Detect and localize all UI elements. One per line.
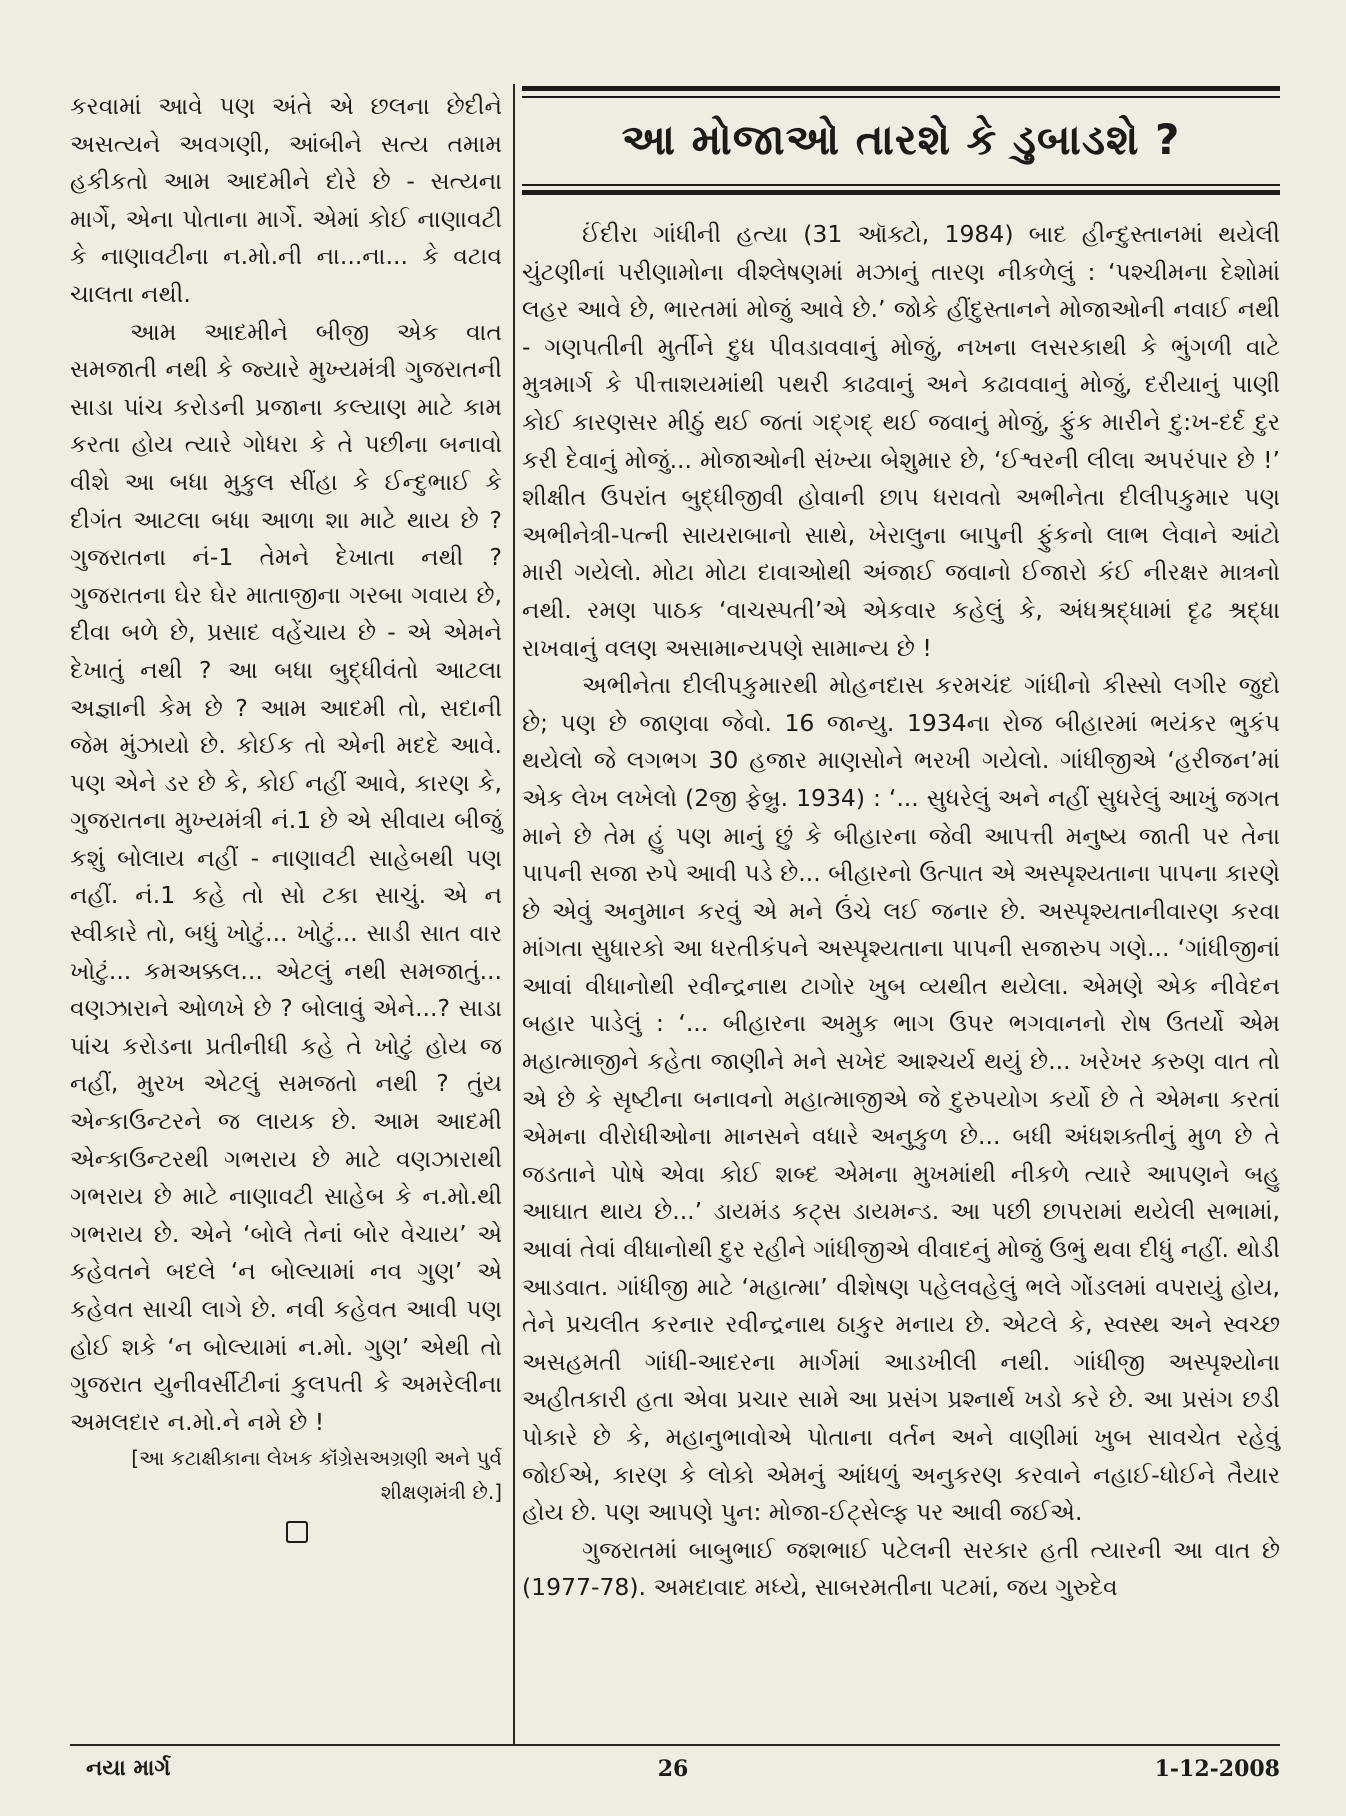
left-column	[70, 88, 502, 1708]
right-column	[522, 86, 1280, 1607]
title-rule-bottom-thin	[522, 184, 1280, 186]
publication-name: નયા માર્ગ	[86, 1756, 171, 1781]
right-paragraph-3: ગુજરાતમાં બાબુભાઈ જશભાઈ પટેલની સરકાર હતી ત્યારની આ વાત છે (1977-78). અમદાવાદ મધ્યે, સાબરમતીના પટમાં, જય ગુરુદેવ	[522, 1535, 1280, 1602]
title-rule-top-thick	[522, 86, 1280, 91]
right-paragraph-1: ઈંદીરા ગાંધીની હત્યા (31 ઑક્ટો, 1984) બાદ હીન્દુસ્તાનમાં થયેલી ચુંટણીનાં પરીણામોના વીશ્લેષણમાં મઝાનું તારણ નીકળેલું : ‘પશ્ચીમના દેશોમાં લહર આવે છે, ભારતમાં મોજું આવે છે.’ જોકે હીંદુસ્તાનને મોજાઓની નવાઈ નથી - ગણપતીની મુર્તીને દુધ પીવડાવવાનું મોજું, નખના લસરકાથી કે ભુંગળી વાટે મુત્રમાર્ગ કે પીત્તાશયમાંથી પથરી કાઢવાનું અને કઢાવવાનું મોજું, દરીયાનું પાણી કોઈ કારણસર મીઠું થઈ જતાં ગદ્‌ગદ્ થઈ જવાનું મોજું, ફુંક મારીને દુ:ખ-દર્દ દુર કરી દેવાનું મોજું... મોજાઓની સંખ્યા બેશુમાર છે, ‘ઈશ્વરની લીલા અપરંપાર છે !’ શીક્ષીત ઉપરાંત બુદ્ધીજીવી હોવાની છાપ ધરાવતો અભીનેતા દીલીપકુમાર પણ અભીનેત્રી-પત્ની સાયરાબાનો સાથે, ખેરાલુના બાપુની ફુંકનો લાભ લેવાને આંટો મારી ગયેલો. મોટા મોટા દાવાઓથી અંજાઈ જવાનો ઈજારો કંઈ નીરક્ષર માત્રનો નથી. રમણ પાઠક ‘વાચસ્પતી’એ એકવાર કહેલું કે, અંધશ્રદ્ધામાં દૃઢ શ્રદ્ધા રાખવાનું વલણ અસામાન્યપણે સામાન્ય છે !	[522, 220, 1280, 662]
title-rule-bottom-thick	[522, 190, 1280, 195]
title-rule-top-thin	[522, 96, 1280, 98]
end-of-article-square-icon	[286, 1521, 308, 1543]
title-box	[522, 86, 1280, 198]
left-paragraph-2: આમ આદમીને બીજી એક વાત સમજાતી નથી કે જ્યારે મુખ્યમંત્રી ગુજરાતની સાડા પાંચ કરોડની પ્રજાના કલ્યાણ માટે કામ કરતા હોય ત્યારે ગોધરા કે તે પછીના બનાવો વીશે આ બધા મુકુલ સીંહા કે ઈન્દુભાઈ કે દીગંત આટલા બધા આળા શા માટે થાય છે ? ગુજરાતના નં-1 તેમને દેખાતા નથી ? ગુજરાતના ઘેર ઘેર માતાજીના ગરબા ગવાય છે, દીવા બળે છે, પ્રસાદ વહેંચાય છે - એ એમને દેખાતું નથી ? આ બધા બુદ્ધીવંતો આટલા અજ્ઞાની કેમ છે ? આમ આદમી તો, સદાની જેમ મુંઝાયો છે. કોઈક તો એની મદદે આવે. પણ એને ડર છે કે, કોઈ નહીં આવે, કારણ કે, ગુજરાતના મુખ્યમંત્રી નં.1 છે એ સીવાય બીજું કશું બોલાય નહીં - નાણાવટી સાહેબથી પણ નહીં. નં.1 કહે તો સો ટકા સાચું. એ ન સ્વીકારે તો, બધું ખોટું... ખોટું... સાડી સાત વાર ખોટું... કમઅક્કલ... એટલું નથી સમજાતું... વણઝારાને ઓળખે છે ? બોલાવું એને...? સાડા પાંચ કરોડના પ્રતીનીધી કહે તે ખોટું હોય જ નહીં, મુરખ એટલું સમજતો નથી ? તુંય એન્કાઉન્ટરને જ લાયક છે. આમ આદમી એન્કાઉન્ટરથી ગભરાય છે માટે વણઝારાથી ગભરાય છે માટે નાણાવટી સાહેબ કે ન.મો.થી ગભરાય છે. એને ‘બોલે તેનાં બોર વેચાય’ એ કહેવતને બદલે ‘ન બોલ્યામાં નવ ગુણ’ એ કહેવત સાચી લાગે છે. નવી કહેવત આવી પણ હોઈ શકે ‘ન બોલ્યામાં ન.મો. ગુણ’ એથી તો ગુજરાત યુનીવર્સીટીનાં કુલપતી કે અમરેલીના અમલદાર ન.મો.ને નમે છે !	[70, 317, 502, 1436]
left-paragraph-1: કરવામાં આવે પણ અંતે એ છલના છેદીને અસત્યને અવગણી, આંબીને સત્ય તમામ હકીકતો આમ આદમીને દોરે છે - સત્યના માર્ગે, એના પોતાના માર્ગે. એમાં કોઈ નાણાવટી કે નાણાવટીના ન.મો.ની ના...ના... કે વટાવ ચાલતા નથી.	[70, 92, 502, 308]
column-divider	[513, 84, 515, 1744]
right-body	[522, 216, 1280, 1607]
right-paragraph-2: અભીનેતા દીલીપકુમારથી મોહનદાસ કરમચંદ ગાંધીનો કીસ્સો લગીર જુદો છે; પણ છે જાણવા જેવો. 16 જાન્યુ. 1934ના રોજ બીહારમાં ભયંકર ભુકંપ થયેલો જે લગભગ 30 હજાર માણસોને ભરખી ગયેલો. ગાંધીજીએ ‘હરીજન’માં એક લેખ લખેલો (2જી ફેબ્રુ. 1934) : ‘... સુધરેલું અને નહીં સુધરેલું આખું જગત માને છે તેમ હું પણ માનું છું કે બીહારના જેવી આપત્તી મનુષ્ય જાતી પર તેના પાપની સજા રુપે આવી પડે છે... બીહારનો ઉત્પાત એ અસ્પૃશ્યતાના પાપના કારણે છે એવું અનુમાન કરવું એ મને ઉંચે લઈ જનાર છે. અસ્પૃશ્યતાનીવારણ કરવા માંગતા સુધારકો આ ધરતીકંપને અસ્પૃશ્યતાના પાપની સજારુપ ગણે... ‘ગાંધીજીનાં આવાં વીધાનોથી રવીન્દ્રનાથ ટાગોર ખુબ વ્યથીત થયેલા. એમણે એક નીવેદન બહાર પાડેલું : ‘... બીહારના અમુક ભાગ ઉપર ભગવાનનો રોષ ઉતર્યો એમ મહાત્માજીને કહેતા જાણીને મને સખેદ આશ્ચર્ય થયું છે... ખરેખર કરુણ વાત તો એ છે કે સૃષ્ટીના બનાવનો મહાત્માજીએ જે દુરુપયોગ કર્યો છે તે એમના કરતાં એમના વીરોધીઓના માનસને વધારે અનુકુળ છે... બધી અંધશક્તીનું મુળ છે તે જડતાને પોષે એવા કોઈ શબ્દ એમના મુખમાંથી નીકળે ત્યારે આપણને બહુ આઘાત થાય છે...’ ડાયમંડ કટ્સ ડાયમન્ડ. આ પછી છાપરામાં થયેલી સભામાં, આવાં તેવાં વીધાનોથી દુર રહીને ગાંધીજીએ વીવાદનું મોજું ઉભું થવા દીધું નહીં. થોડી આડવાત. ગાંધીજી માટે ‘મહાત્મા’ વીશેષણ પહેલવહેલું ભલે ગોંડલમાં વપરાયું હોય, તેને પ્રચલીત કરનાર રવીન્દ્રનાથ ઠાકુર મનાય છે. એટલે કે, સ્વસ્થ અને સ્વચ્છ અસહમતી ગાંધી-આદરના માર્ગમાં આડખીલી નથી. ગાંધીજી અસ્પૃશ્યોના અહીતકારી હતા એવા પ્રચાર સામે આ પ્રસંગ પ્રશ્નાર્થ ખડો કરે છે. આ પ્રસંગ છડી પોકારે છે કે, મહાનુભાવોએ પોતાના વર્તન અને વાણીમાં ખુબ સાવચેત રહેવું જોઈએ, કારણ કે લોકો એમનું આંધળું અનુકરણ કરવાને નહાઈ-ધોઈને તૈયાર હોય છે. પણ આપણે પુન: મોજા-ઈટ્સેલ્ફ પર આવી જઈએ.	[522, 671, 1280, 1527]
author-note: [આ કટાક્ષીકાના લેખક કૉંગ્રેસઅગ્રણી અને પુર્વ શીક્ષણમંત્રી છે.]	[131, 1446, 502, 1505]
issue-date: 1-12-2008	[1154, 1756, 1280, 1782]
footer-rule	[70, 1744, 1280, 1746]
article-title: આ મોજાઓ તારશે કે ડુબાડશે ?	[621, 115, 1181, 164]
page-number: 26	[657, 1756, 689, 1782]
